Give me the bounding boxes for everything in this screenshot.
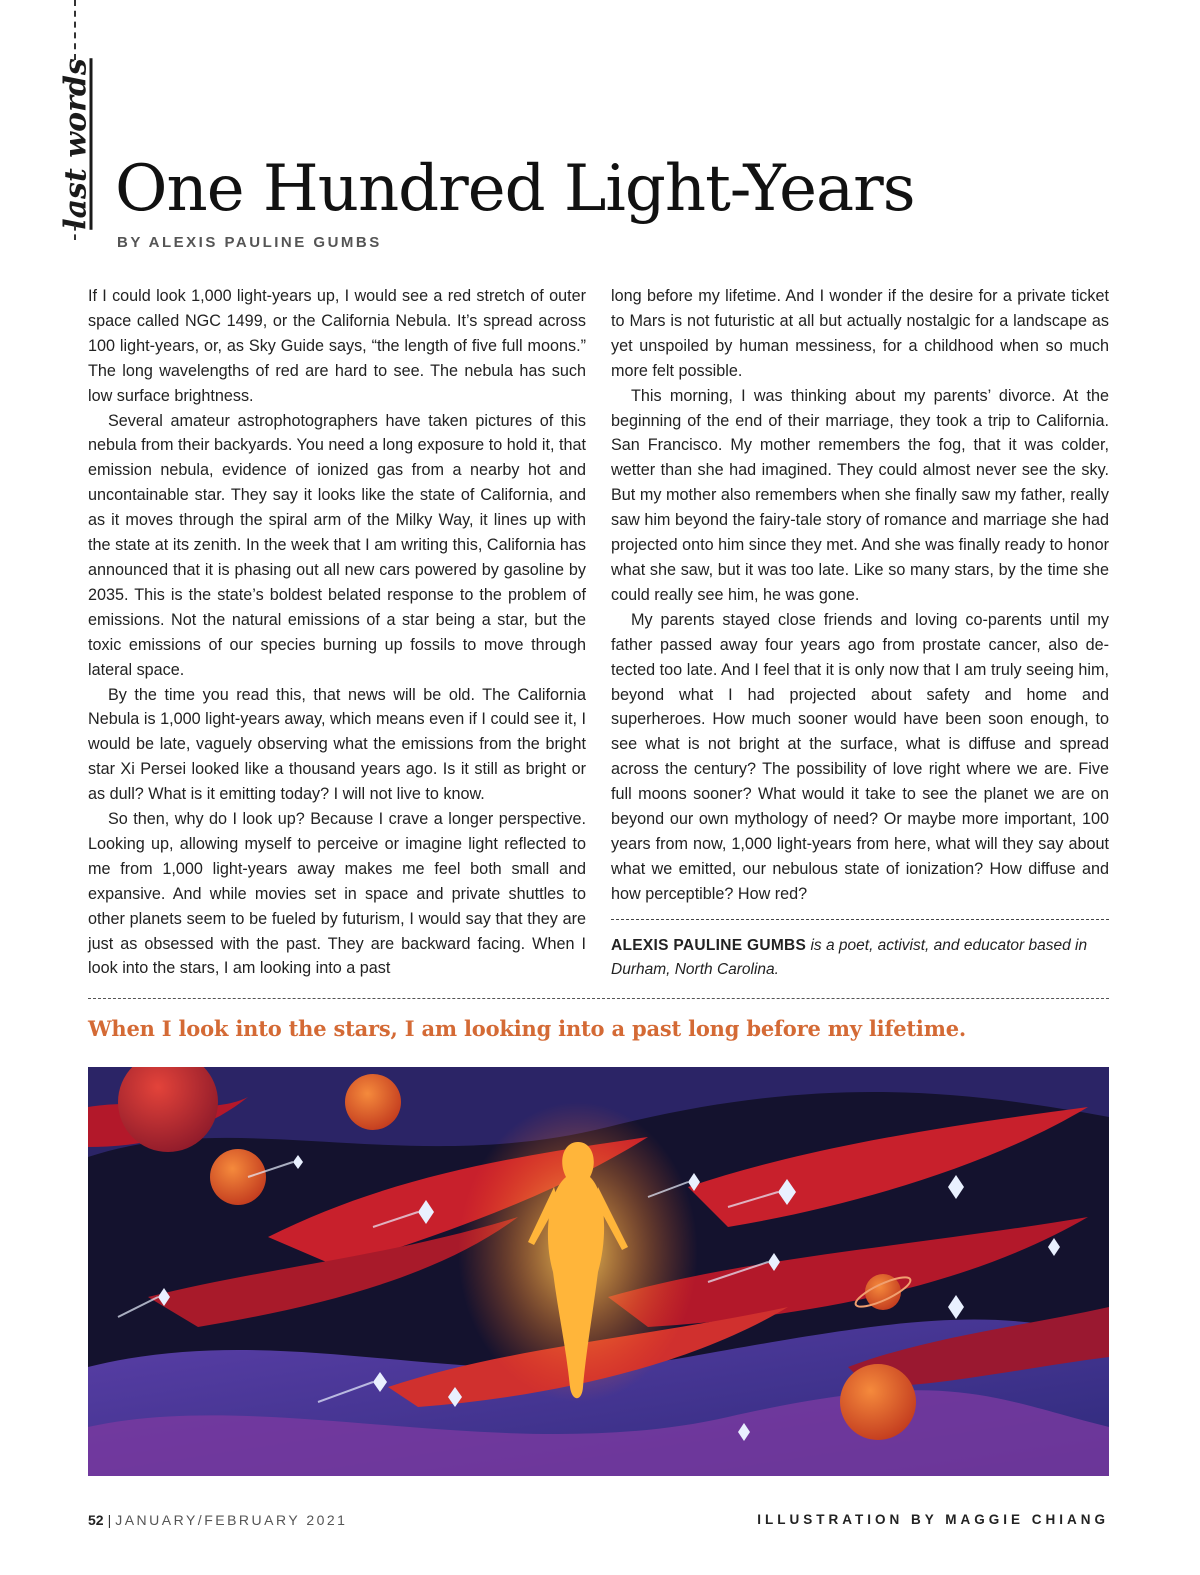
section-tag xyxy=(10,0,120,240)
body-paragraph: long before my lifetime. And I wonder if the desire for a private ticket to Mars is not futuristic at all but actually nostalgic for a landscape as yet unspoiled by human messiness, for a childhood when so much more felt possible. xyxy=(611,287,1109,380)
body-column-left xyxy=(88,284,586,982)
body-paragraph: If I could look 1,000 light-years up, I would see a red stretch of outer space called NGC 1499, or the California Nebula. It’s spread across 100 light-years, or, as Sky Guide says, “the length of five full moons.” The long wavelengths of red are hard to see. The nebula has such low surface brightness. xyxy=(88,287,586,405)
section-tag-rule-top xyxy=(74,0,76,60)
space-illustration-art xyxy=(88,1067,1109,1476)
body-paragraph: By the time you read this, that news will be old. The California Nebula is 1,000 light-years away, which means even if I could see it, I would be late, vaguely observing what the emissions from the bright star Xi Persei looked like a thousand years ago. Is it still as bright or as dull? What is it emitting today? I will not live to know. xyxy=(88,685,586,804)
illustration-credit: ILLUSTRATION BY MAGGIE CHIANG xyxy=(757,1512,1109,1527)
footer-separator: | xyxy=(107,1512,112,1528)
space-illustration xyxy=(88,1067,1109,1476)
section-tag-label: last words xyxy=(58,58,94,230)
article-body xyxy=(88,284,1109,982)
pull-quote: When I look into the stars, I am looking into a past long before my lifetime. xyxy=(88,1016,967,1041)
page-footer-left xyxy=(88,1512,347,1528)
author-bio xyxy=(611,934,1109,982)
issue-date: JANUARY/FEBRUARY 2021 xyxy=(115,1512,348,1528)
bio-divider xyxy=(611,919,1109,982)
body-column-right xyxy=(611,284,1109,982)
page-divider xyxy=(88,998,1109,999)
page-number: 52 xyxy=(88,1512,104,1528)
body-paragraph: Several amateur astrophotographers have taken pictures of this nebula from their backyards. You need a long exposure to hold it, that emission nebula, evidence of ionized gas from a nearby hot and uncontainable star. They say it looks like the state of California, and as it moves through the spiral arm of the Milky Way, it lines up with the state at its zenith. In the week that I am writing this, California has announced that it is phasing out all new cars powered by gasoline by 2035. This is the state’s boldest belated response to the problem of emissions. Not the natural emissions of a star being a star, but the toxic emissions of our species burning up fossils to move through lateral space. xyxy=(88,411,586,679)
section-tag-rule-bottom xyxy=(74,225,76,240)
body-paragraph: My parents stayed close friends and loving co-parents until my father passed away four years ago from prostate cancer, also detected too late. And I feel that it is only now that I am truly seeing him, beyond what I had projected about safety and home and superheroes. How much sooner would have been soon enough, to see what is not bright at the surface, what is diffuse and spread across the century? The possibility of love right where we are. Five full moons sooner? What would it take to see the planet we are on beyond our own mythology of need? Or maybe more important, 100 years from now, 1,000 light-years from here, what will they say about what we emitted, our nebulous state of ionization? How diffuse and how perceptible? How red? xyxy=(611,610,1109,903)
article-byline: BY ALEXIS PAULINE GUMBS xyxy=(117,234,382,251)
body-paragraph: This morning, I was thinking about my parents’ divorce. At the beginning of the end of their marriage, they took a trip to California. San Francisco. My mother remembers the fog, that it was colder, wetter than she had imagined. They could almost never see the sky. But my mother also remembers when she finally saw my father, really saw him beyond the fairy-tale story of romance and marriage she had projected onto him since they met. And she was finally ready to honor what she saw, but it was too late. Like so many stars, by the time she could really see him, he was gone. xyxy=(611,386,1109,604)
article-title: One Hundred Light-Years xyxy=(115,152,915,226)
body-paragraph: So then, why do I look up? Because I crave a longer perspective. Looking up, allowing myself to perceive or imagine light reflected to me from 1,000 light-years away makes me feel both small and expansive. And while movies set in space and private shuttles to other planets seem to be fueled by futurism, I would say that they are just as obsessed with the past. They are backward facing. When I look into the stars, I am looking into a past xyxy=(88,810,586,978)
author-bio-name: ALEXIS PAULINE GUMBS xyxy=(611,936,807,954)
author-bio-text: is a poet, activist, and educator based in Durham, North Carolina. xyxy=(611,936,1088,978)
